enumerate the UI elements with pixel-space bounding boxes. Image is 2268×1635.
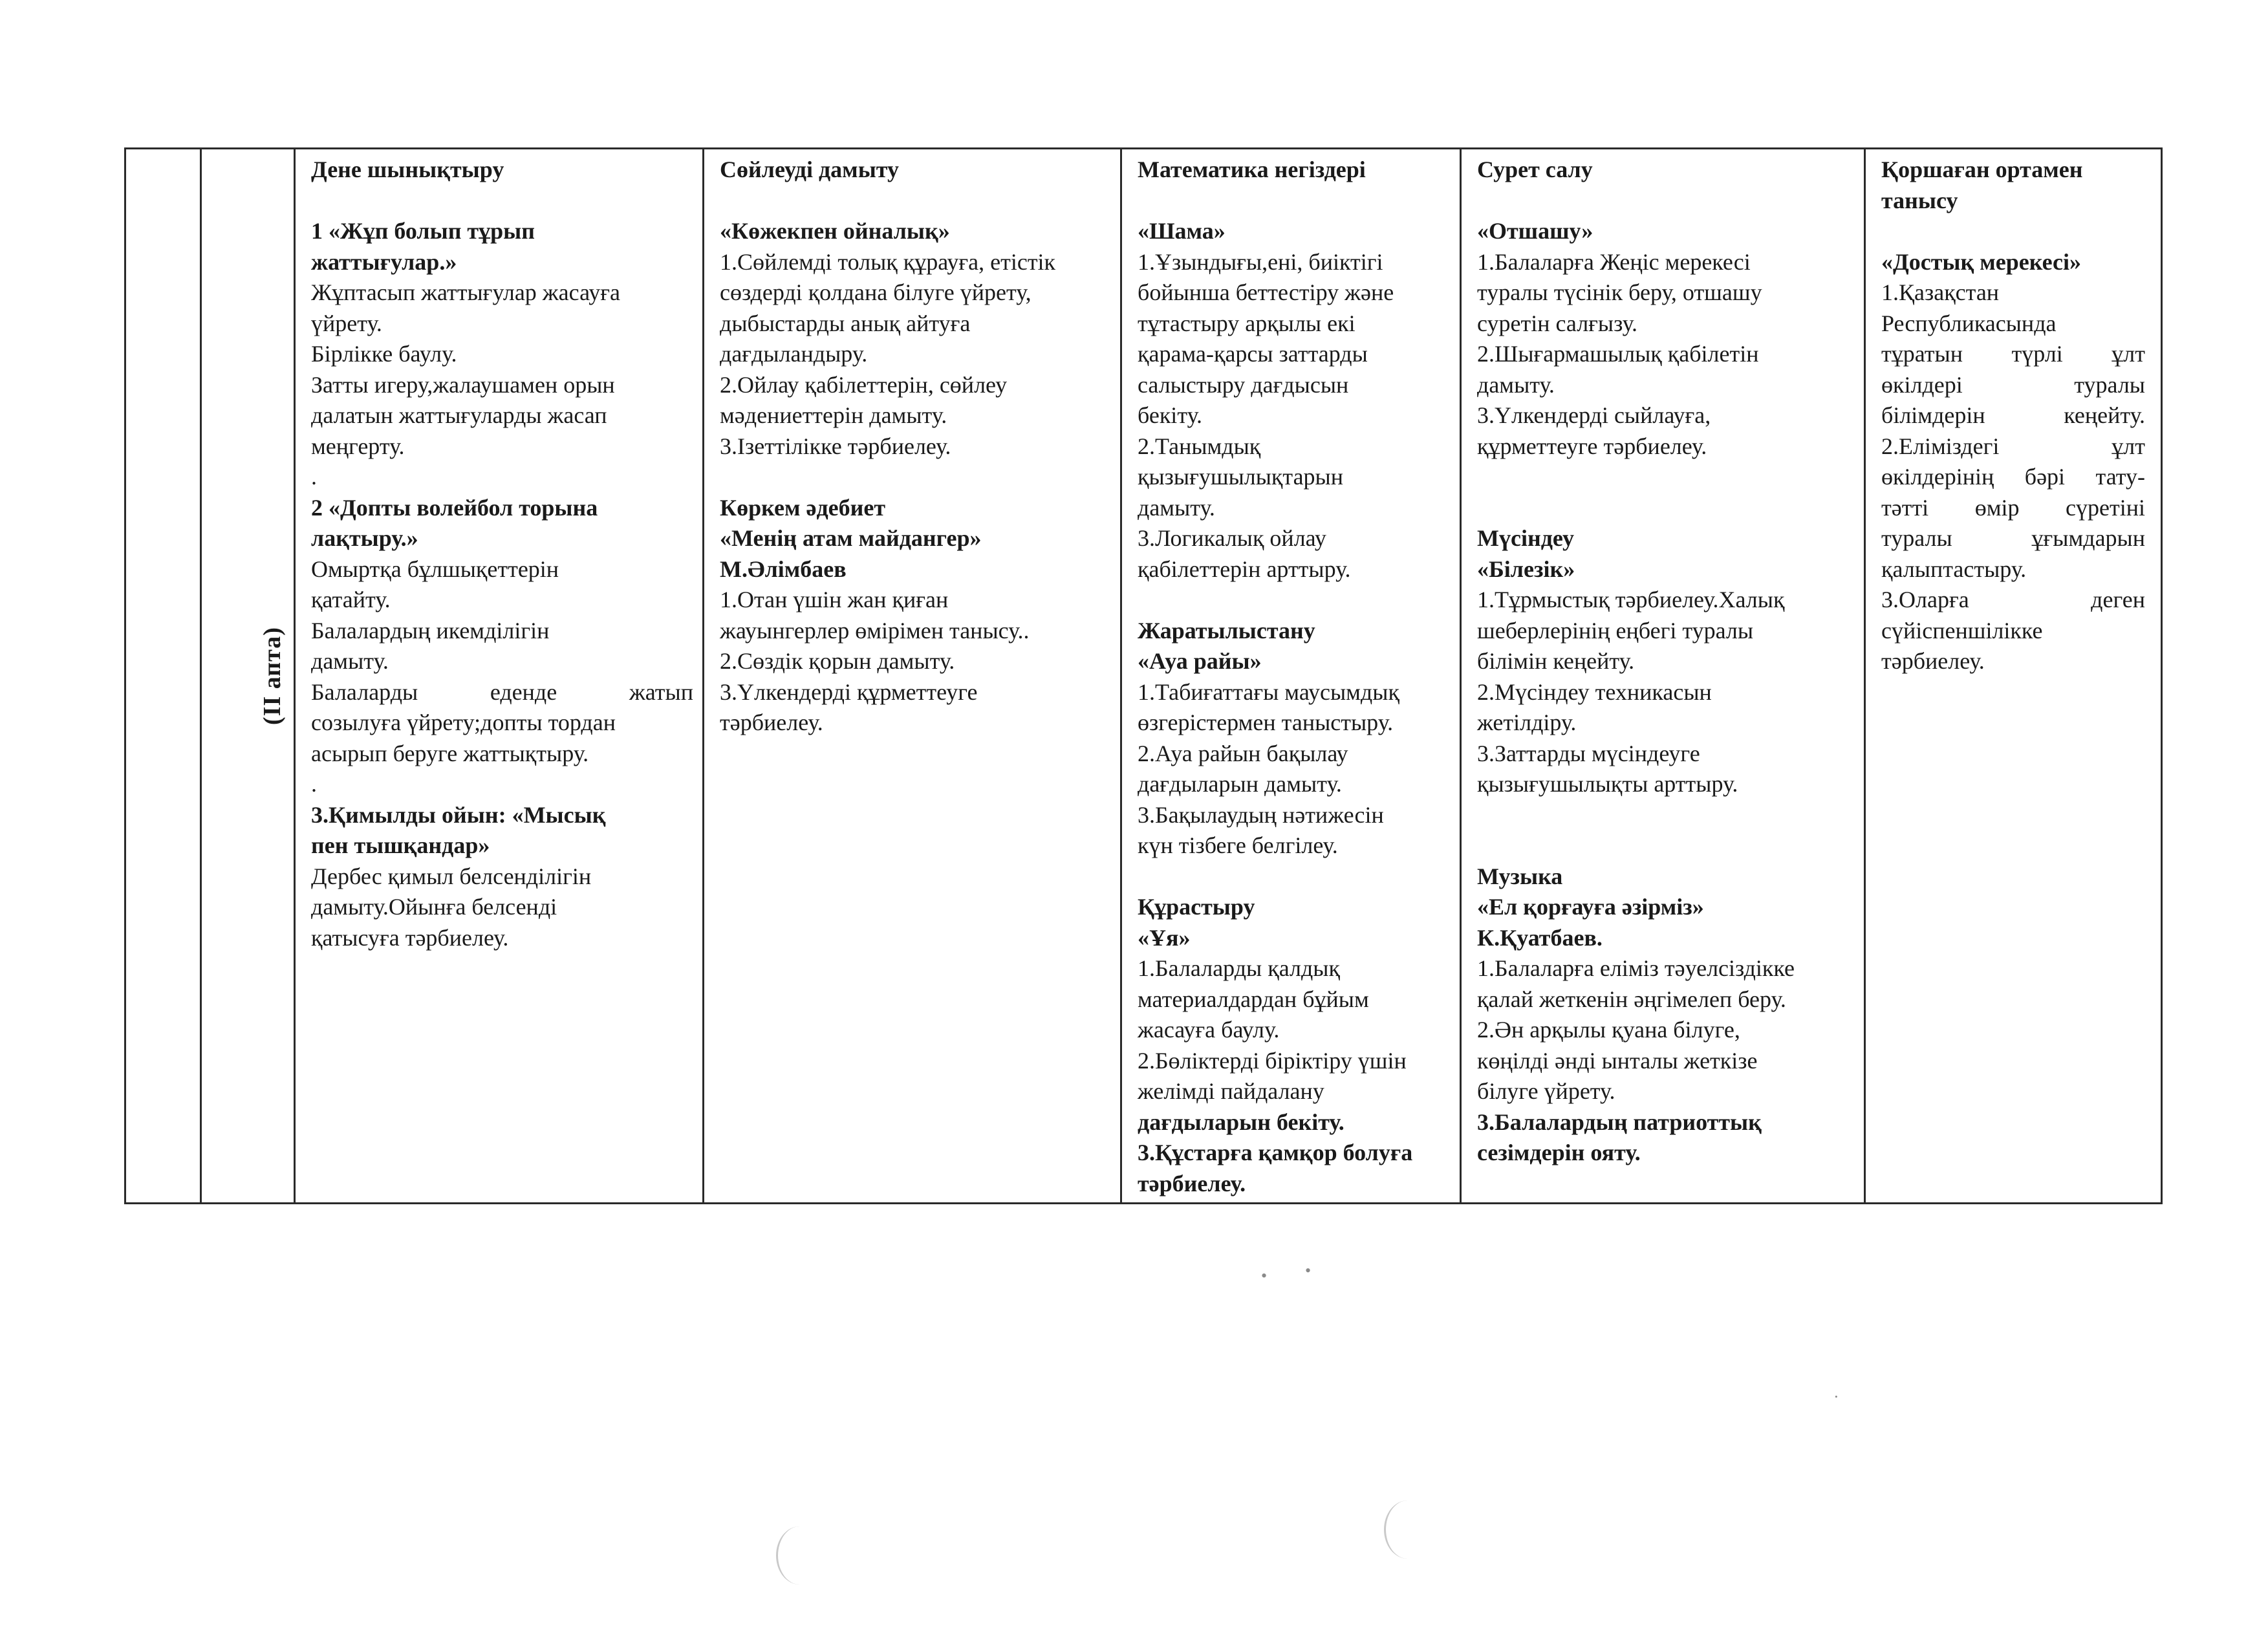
cell-line: 2.Бөліктерді біріктіру үшін [1138, 1047, 1407, 1074]
cell-line: тәрбиелеу. [720, 709, 823, 735]
cell-line: Балаларды еденде жатып [311, 678, 693, 705]
cell-line: мәдениеттерін дамыту. [720, 402, 947, 428]
cell-line: өкілдері туралы [1881, 371, 2145, 398]
cell-line: шеберлерінің еңбегі туралы [1477, 617, 1754, 644]
cell-line [1477, 186, 1855, 217]
cell-line: салыстыру дағдысын [1138, 371, 1349, 398]
cell-line: Дене шынықтыру [311, 157, 504, 182]
cell-line: 3.Логикалық ойлау [1138, 525, 1326, 551]
week-label: (II апта) [258, 627, 286, 725]
cell-line: Сөйлеуді дамыту [720, 157, 900, 182]
cell-line: қалай жеткенін әңгімелеп беру. [1477, 986, 1786, 1012]
cell-line [1477, 462, 1855, 493]
cell-line: 3.Үлкендерді құрметтеуге [720, 678, 978, 705]
cell-drawing [1462, 149, 1864, 1202]
cell-line: 1 «Жұп болып тұрып [311, 218, 535, 244]
cell-line: 3.Оларға деген [1881, 587, 2145, 612]
cell-line: Музыка [1477, 863, 1563, 889]
cell-line: сүйіспеншілікке [1881, 617, 2043, 644]
cell-line: 2.Шығармашылық қабілетін [1477, 341, 1759, 367]
cell-line: бекіту. [1138, 402, 1202, 428]
cell-line: тәрбиелеу. [1138, 1170, 1246, 1196]
cell-line: «Достық мерекесі» [1881, 248, 2082, 275]
cell-line: 1.Тұрмыстық тәрбиелеу.Халық [1477, 587, 1785, 612]
cell-line [1477, 800, 1855, 831]
cell-line: дамыту. [1477, 371, 1555, 398]
cell-line: 3.Ізеттілікке тәрбиелеу. [720, 433, 951, 459]
cell-line: туралы ұғымдарын [1881, 525, 2145, 551]
cell-line: Омыртқа бұлшықеттерін [311, 556, 559, 582]
cell-line: Жаратылыстану [1138, 617, 1315, 644]
cell-line: сезімдерін ояту. [1477, 1140, 1641, 1165]
cell-line: Құрастыру [1138, 894, 1255, 920]
cell-line: сөздерді қолдана білуге үйрету, [720, 279, 1031, 305]
cell-line: материалдардан бұйым [1138, 986, 1369, 1012]
cell-line: М.Әлімбаев [720, 556, 847, 582]
cell-line: далатын жаттығуларды жасап [311, 402, 607, 428]
cell-line: 1.Балаларға еліміз тәуелсіздікке [1477, 955, 1795, 981]
cell-line: 2.Сөздік қорын дамыту. [720, 648, 955, 674]
cell-line: тәрбиелеу. [1881, 648, 1985, 674]
cell-physical-education [296, 149, 702, 1202]
cell-line: білімдерін кеңейту. [1881, 402, 2145, 428]
cell-line: көңілді әнді ынталы жеткізе [1477, 1047, 1758, 1074]
cell-line: жетілдіру. [1477, 709, 1577, 735]
punch-hole-mark [1384, 1500, 1431, 1559]
cell-line [1881, 216, 2145, 247]
cell-line: 3.Заттарды мүсіндеуге [1477, 740, 1700, 766]
cell-line: қатысуға тәрбиелеу. [311, 924, 509, 951]
cell-line: «Ауа райы» [1138, 648, 1262, 674]
cell-line: 2.Ән арқылы қуана білуге, [1477, 1017, 1740, 1043]
cell-line: тұтастыру арқылы екі [1138, 310, 1355, 336]
cell-line: 1.Табиғаттағы маусымдық [1138, 678, 1399, 705]
cell-line [1138, 861, 1451, 893]
cell-line: «Білезік» [1477, 556, 1575, 582]
cell-line: «Шама» [1138, 218, 1226, 244]
punch-hole-mark [776, 1526, 823, 1585]
cell-line: «Ұя» [1138, 924, 1191, 951]
cell-speech-development [704, 149, 1120, 1202]
cell-line: Бірлікке баулу. [311, 341, 457, 367]
cell-line: дыбыстарды анық айтуға [720, 310, 971, 336]
cell-line [1138, 186, 1451, 217]
scan-speck: • [1305, 1261, 1312, 1280]
cell-line: . [311, 464, 317, 490]
cell-line: «Ел қорғауға әзірміз» [1477, 894, 1704, 920]
cell-line: меңгерту. [311, 433, 405, 459]
cell-line: 2.Мүсіндеу техникасын [1477, 678, 1712, 705]
cell-line: созылуға үйрету;допты тордан [311, 709, 616, 735]
cell-line: білімін кеңейту. [1477, 648, 1635, 674]
cell-line: Сурет салу [1477, 157, 1593, 182]
cell-line: 1.Ұзындығы,ені, биіктігі [1138, 248, 1383, 275]
cell-line [720, 186, 1111, 217]
cell-line [1477, 493, 1855, 524]
cell-line: 1.Қазақстан [1881, 279, 2000, 305]
cell-line: суретін салғызу. [1477, 310, 1637, 336]
cell-line: Жұптасып жаттығулар жасауға [311, 279, 620, 305]
cell-line: 3.Қимылды ойын: «Мысық [311, 801, 606, 828]
cell-line: 1.Отан үшін жан қиған [720, 587, 949, 612]
cell-line: қалыптастыру. [1881, 556, 2027, 582]
cell-line: қызығушылықтарын [1138, 464, 1344, 490]
cell-line: Көркем әдебиет [720, 494, 886, 521]
cell-line: өзгерістермен таныстыру. [1138, 709, 1394, 735]
cell-line: дамыту. [311, 648, 389, 674]
cell-line: 3.Құстарға қамқор болуға [1138, 1140, 1413, 1165]
cell-line: қабілеттерін арттыру. [1138, 556, 1351, 582]
cell-line: қызығушылықты арттыру. [1477, 771, 1738, 797]
cell-line: 2 «Допты волейбол торына [311, 494, 598, 521]
cell-line: жаттығулар.» [311, 248, 457, 275]
cell-line [1138, 585, 1451, 616]
cell-line: . [311, 771, 317, 797]
cell-line: Дербес қимыл белсенділігін [311, 863, 592, 889]
cell-line: дағдыларын бекіту. [1138, 1109, 1345, 1135]
cell-line: Республикасында [1881, 310, 2057, 336]
cell-math-basics [1122, 149, 1460, 1202]
cell-line: өкілдерінің бәрі тату- [1881, 464, 2145, 490]
cell-line: жауынгерлер өмірімен танысу.. [720, 617, 1030, 644]
cell-line: танысу [1881, 187, 1958, 213]
cell-line: 1.Балаларға Жеңіс мерекесі [1477, 248, 1751, 275]
cell-line: «Көжекпен ойналық» [720, 218, 950, 244]
cell-line: дамыту.Ойынға белсенді [311, 894, 557, 920]
cell-line: желімді пайдалану [1138, 1078, 1324, 1104]
cell-line: 3.Балалардың патриоттық [1477, 1109, 1762, 1135]
cell-environment [1866, 149, 2161, 1202]
column-divider [200, 149, 202, 1202]
cell-line [720, 462, 1111, 493]
cell-line: 2.Еліміздегі ұлт [1881, 433, 2145, 459]
cell-line: білуге үйрету. [1477, 1078, 1615, 1104]
cell-line: дағдыларын дамыту. [1138, 771, 1342, 797]
cell-line: 1.Балаларды қалдық [1138, 955, 1340, 981]
cell-line: Балалардың икемділігін [311, 617, 550, 644]
cell-line: Қоршаған ортамен [1881, 157, 2083, 182]
cell-line: жасауға баулу. [1138, 1017, 1280, 1043]
cell-line: қарама-қарсы заттарды [1138, 341, 1368, 367]
cell-line: «Отшашу» [1477, 218, 1593, 244]
cell-line: Затты игеру,жалаушамен орын [311, 371, 615, 398]
cell-line: 3.Бақылаудың нәтижесін [1138, 801, 1384, 828]
cell-line: «Менің атам майдангер» [720, 525, 982, 551]
cell-line: қатайту. [311, 587, 391, 612]
cell-line: үйрету. [311, 310, 382, 336]
cell-line: 2.Ойлау қабілеттерін, сөйлеу [720, 371, 1008, 398]
cell-line: бойынша беттестіру және [1138, 279, 1394, 305]
cell-line: тәтті өмір сүретіні [1881, 494, 2145, 521]
cell-line: тұратын түрлі ұлт [1881, 341, 2145, 367]
cell-line: күн тізбеге белгілеу. [1138, 832, 1338, 858]
cell-line: Мүсіндеу [1477, 525, 1574, 551]
cell-line: туралы түсінік беру, отшашу [1477, 279, 1762, 305]
cell-line: асырып беруге жаттықтыру. [311, 740, 589, 766]
cell-line: лақтыру.» [311, 525, 418, 551]
cell-line: 1.Сөйлемді толық құрауға, етістік [720, 248, 1056, 275]
cell-line [1477, 830, 1855, 861]
cell-line: К.Қуатбаев. [1477, 924, 1603, 951]
cell-line [311, 186, 693, 217]
cell-line: құрметтеуге тәрбиелеу. [1477, 433, 1707, 459]
cell-line: 2.Танымдық [1138, 433, 1261, 459]
cell-line: Математика негіздері [1138, 157, 1366, 182]
cell-line: пен тышқандар» [311, 832, 490, 858]
cell-line: 3.Үлкендерді сыйлауға, [1477, 402, 1711, 428]
cell-line: дамыту. [1138, 494, 1215, 521]
cell-line: дағдыландыру. [720, 341, 868, 367]
scan-speck: · [1833, 1387, 1839, 1406]
scan-speck: • [1261, 1266, 1268, 1285]
cell-line: 2.Ауа райын бақылау [1138, 740, 1348, 766]
lesson-plan-table [124, 147, 2163, 1204]
